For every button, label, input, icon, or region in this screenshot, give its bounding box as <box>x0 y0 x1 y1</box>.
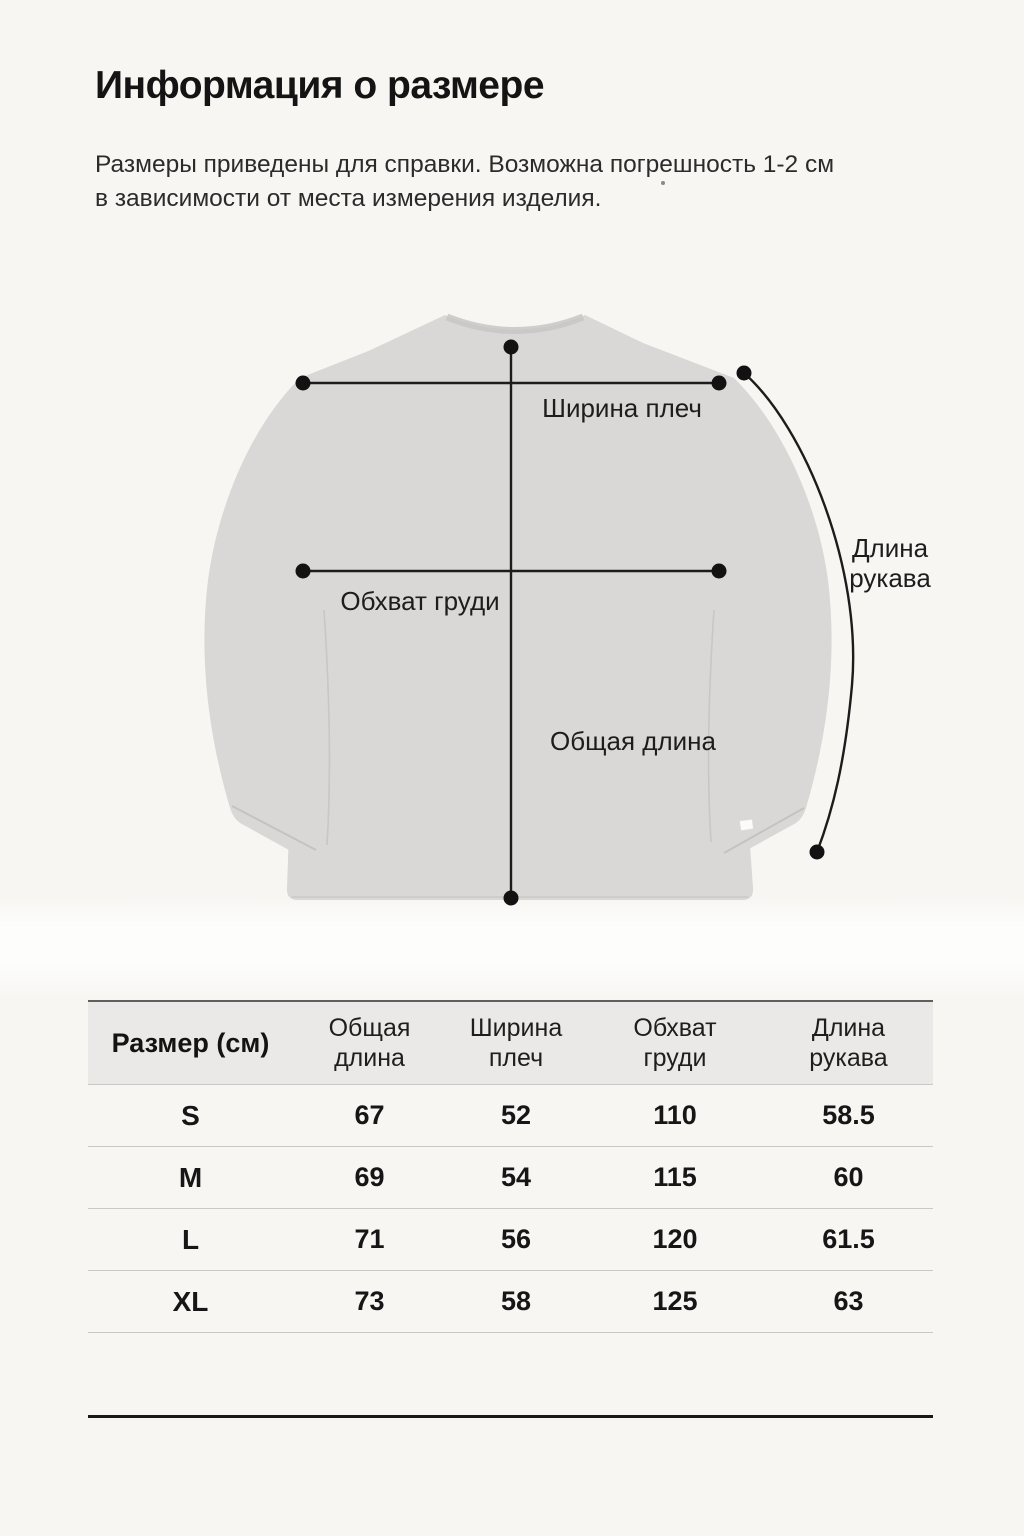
measure-dot <box>810 845 825 860</box>
row-value-cell: 58.5 <box>822 1100 875 1130</box>
row-value-cell: 60 <box>833 1162 864 1192</box>
label-shoulder-width: Ширина плеч <box>542 393 702 423</box>
table-bottom-rule <box>88 1415 933 1418</box>
header-cell-3: Длина рукава <box>809 1014 888 1072</box>
row-value-cell: 69 <box>354 1162 385 1192</box>
size-table <box>88 1000 933 1418</box>
diagram-section <box>0 270 1024 950</box>
label-total-length: Общая длина <box>550 726 716 756</box>
row-value-cell: 67 <box>354 1100 385 1130</box>
measure-dot <box>504 891 519 906</box>
row-value-cell: 58 <box>500 1286 532 1316</box>
row-size-cell: XL <box>172 1285 209 1317</box>
measure-dot <box>712 376 727 391</box>
table-row-L <box>88 1209 933 1271</box>
label-sleeve-length-line-2: рукава <box>849 563 931 593</box>
measure-dot <box>296 376 311 391</box>
row-value-cell: 71 <box>354 1224 385 1254</box>
label-sleeve-length-line-1: Длина <box>851 533 929 563</box>
header-cell-1: Ширина плеч <box>469 1014 563 1072</box>
garment-svg <box>0 270 1024 950</box>
row-value-cell: 56 <box>500 1224 532 1254</box>
label-chest-girth: Обхват груди <box>340 586 500 616</box>
speck-dot <box>661 181 665 185</box>
row-value-cell: 63 <box>833 1286 864 1316</box>
row-value-cell: 73 <box>354 1286 385 1316</box>
row-size-cell: M <box>178 1161 203 1193</box>
header-section <box>95 64 955 216</box>
page-title: Информация о размере <box>95 64 545 107</box>
row-value-cell: 110 <box>653 1100 697 1130</box>
row-value-cell: 61.5 <box>822 1224 875 1254</box>
table-header-row <box>88 1002 933 1085</box>
header-cell-0: Общая длина <box>328 1014 411 1072</box>
page-subtitle <box>95 148 955 216</box>
table-body <box>88 1085 933 1333</box>
subtitle-line-1: Размеры приведены для справки. Возможна погрешность 1-2 см <box>95 151 835 178</box>
measure-dot <box>296 564 311 579</box>
row-size-cell: L <box>181 1223 200 1255</box>
header-cell-size: Размер (см) <box>111 1028 270 1058</box>
table-row-XL <box>88 1271 933 1333</box>
subtitle-line-2: в зависимости от места измерения изделия. <box>95 185 602 212</box>
table-row-M <box>88 1147 933 1209</box>
row-value-cell: 52 <box>500 1100 532 1130</box>
measure-dot <box>504 340 519 355</box>
row-value-cell: 120 <box>652 1224 698 1254</box>
table-spacer <box>88 1333 933 1415</box>
row-size-cell: S <box>181 1099 200 1131</box>
measure-dot <box>737 366 752 381</box>
row-value-cell: 125 <box>652 1286 698 1316</box>
row-value-cell: 54 <box>500 1162 532 1192</box>
row-value-cell: 115 <box>653 1162 697 1192</box>
header-cell-2: Обхват груди <box>633 1014 717 1072</box>
label-sleeve-length <box>849 533 931 593</box>
sleeve-tag <box>739 819 753 831</box>
measure-dot <box>712 564 727 579</box>
table-row-S <box>88 1085 933 1147</box>
